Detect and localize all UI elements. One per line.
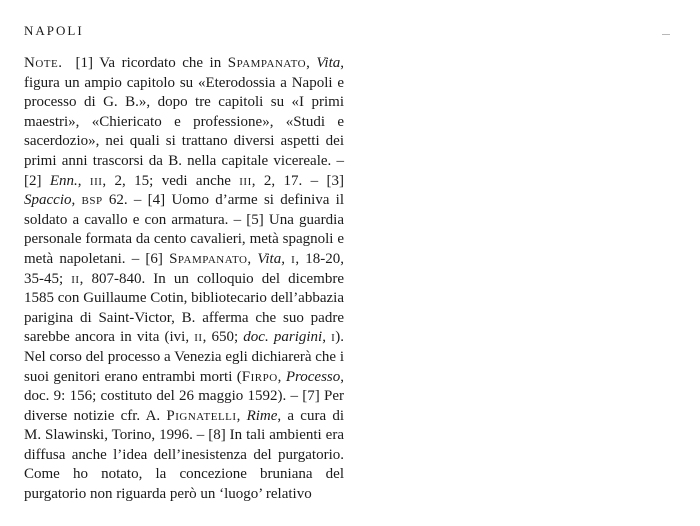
- note-1-work: Vita: [316, 55, 341, 71]
- note-6-text-c: , 18-20, 35-45;: [24, 250, 344, 287]
- note-7-text: [7] Per diverse notizie cfr. A.: [24, 388, 344, 424]
- note-2-text-cont: , 2, 15; vedi anche: [102, 172, 240, 189]
- note-8-text: [8] In tali ambienti era diffusa anche l’idea dell’inesistenza del purgatorio. Come ho notato, la concezione bruniana del purgatorio non riguarda però un ‘luogo’ relativo: [24, 427, 344, 503]
- note-2-text: [2]: [24, 172, 50, 189]
- note-6-author: Spampanato: [169, 250, 248, 267]
- note-3-sep: ,: [71, 192, 82, 209]
- note-6-roman-4: i: [331, 329, 336, 346]
- note-6-text-e: , 650;: [202, 329, 244, 346]
- note-2-work: Enn.: [49, 172, 78, 189]
- note-6-text-d: , 807-840. In un colloquio del dicembre 1585 con Guillaume Cotin, bibliotecario dell’abbazia parigina di Saint-Victor, B. afferma che suo padre sarebbe ancora in vita (ivi,: [24, 270, 344, 346]
- note-6-text-f: ,: [322, 329, 332, 346]
- note-6-work-3: Processo: [285, 368, 341, 385]
- note-3-text: [3]: [326, 172, 345, 189]
- note-3-abbr: bsp: [81, 192, 103, 209]
- note-7-sep: ,: [236, 407, 247, 424]
- note-4-text: [4] Uomo d’arme si definiva il soldato a cavallo e con armatura. –: [24, 192, 345, 228]
- note-6-text-h: ,: [277, 368, 286, 385]
- note-7-text-end: , a cura di M. Slawinski, Torino, 1996. –: [24, 407, 345, 444]
- note-7-author: Pignatelli: [166, 407, 237, 424]
- note-6-roman-3: ii: [194, 329, 203, 346]
- note-6-text-b: ,: [281, 250, 292, 267]
- notes-lead: Note.: [24, 55, 63, 71]
- note-1-sep: ,: [306, 55, 317, 71]
- note-2-text-end: , 2, 17. –: [251, 172, 327, 189]
- note-3-text-end: 62. –: [102, 192, 148, 209]
- note-5-text: [5] Una guardia personale formata da cento cavalieri, metà spagnoli e metà napoletani. –: [24, 211, 344, 267]
- note-6-text: [6]: [145, 250, 170, 267]
- note-1-author: Spampanato: [227, 55, 307, 71]
- note-6-roman-2: ii: [71, 270, 80, 287]
- note-1-text-cont: , figura un ampio capitolo su «Eterodossia a Napoli e processo di G. B.», dopo tre capitoli su «I primi maestri», «Chiericato e professione», «Studi e sacerdozio», nei quali si trattano diversi aspetti dei primi anni trascorsi da B. nella capitale vicereale. –: [24, 55, 345, 169]
- note-2-roman-2: iii: [239, 172, 252, 189]
- note-6-sep: ,: [247, 250, 258, 267]
- note-2-roman-1: iii: [89, 172, 103, 189]
- page-column: [24, 22, 344, 505]
- running-head: NAPOLI: [24, 23, 84, 38]
- note-6-author-2: Firpo: [241, 368, 278, 385]
- note-6-work-2: doc. parigini: [243, 329, 323, 346]
- note-6-work: Vita: [257, 250, 282, 267]
- notes-paragraph: [24, 54, 344, 505]
- note-7-work: Rime: [246, 407, 278, 424]
- note-1-text: [1] Va ricordato che in: [75, 55, 228, 71]
- note-6-text-g: ). Nel corso del processo a Venezia egli dichiarerà che i suoi genitori erano entrambi morti (: [24, 329, 345, 385]
- note-3-work: Spaccio: [24, 192, 72, 209]
- note-6-roman-1: i: [291, 250, 296, 267]
- note-2-sep: ,: [77, 172, 90, 189]
- note-6-text-i: , doc. 9: 156; costituto del 26 maggio 1592). –: [24, 368, 345, 405]
- page-edge-mark: [662, 34, 670, 35]
